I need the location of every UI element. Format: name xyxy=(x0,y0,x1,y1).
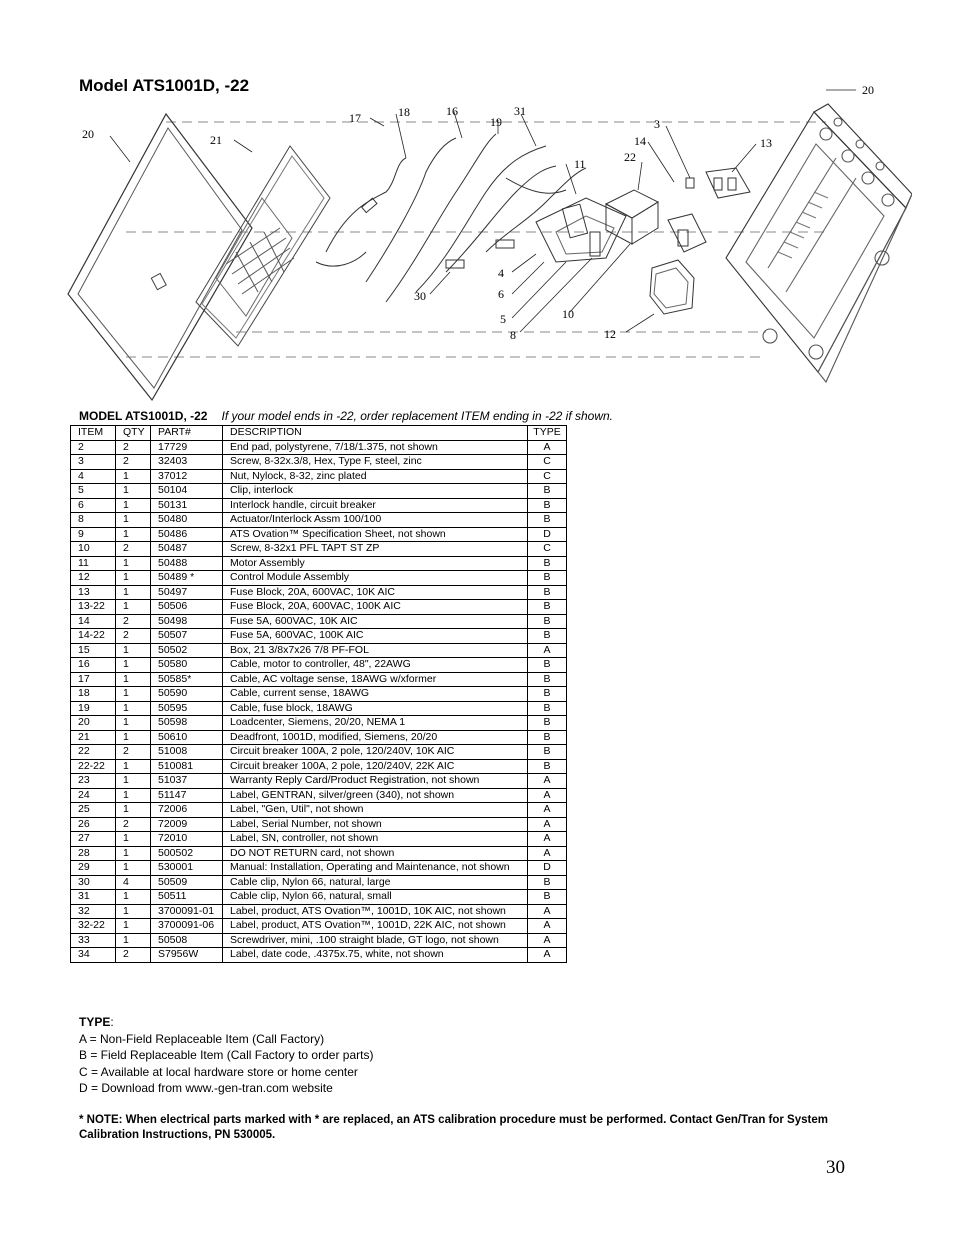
table-row xyxy=(71,890,567,905)
table-row xyxy=(71,629,567,644)
cell-description: Interlock handle, circuit breaker xyxy=(223,498,528,513)
cell-type: A xyxy=(528,803,567,818)
callout-3: 3 xyxy=(654,117,660,131)
cell-qty: 1 xyxy=(116,469,151,484)
cell-qty: 1 xyxy=(116,861,151,876)
table-row xyxy=(71,759,567,774)
table-row xyxy=(71,933,567,948)
cell-item: 34 xyxy=(71,948,116,963)
calibration-note: * NOTE: When electrical parts marked with * are replaced, an ATS calibration procedure must be performed. Contact Gen/Tran for System Calibration Instructions, PN 530005. xyxy=(79,1114,828,1141)
table-row xyxy=(71,527,567,542)
cell-item: 17 xyxy=(71,672,116,687)
col-header-item: ITEM xyxy=(71,426,116,441)
cell-description: Cable, fuse block, 18AWG xyxy=(223,701,528,716)
cell-item: 23 xyxy=(71,774,116,789)
cell-qty: 2 xyxy=(116,745,151,760)
cell-part: 50610 xyxy=(151,730,223,745)
cell-description: Cable clip, Nylon 66, natural, small xyxy=(223,890,528,905)
cell-description: Circuit breaker 100A, 2 pole, 120/240V, 22K AIC xyxy=(223,759,528,774)
exploded-parts-diagram xyxy=(66,82,912,402)
cell-description: Label, "Gen, Util", not shown xyxy=(223,803,528,818)
cell-item: 12 xyxy=(71,571,116,586)
cell-type: B xyxy=(528,716,567,731)
table-row xyxy=(71,701,567,716)
table-row xyxy=(71,469,567,484)
callout-31: 31 xyxy=(514,104,526,118)
table-row xyxy=(71,484,567,499)
cell-type: D xyxy=(528,527,567,542)
cell-description: Label, Serial Number, not shown xyxy=(223,817,528,832)
cell-item: 29 xyxy=(71,861,116,876)
cell-type: B xyxy=(528,484,567,499)
table-row xyxy=(71,875,567,890)
parts-table xyxy=(70,425,567,963)
cell-type: C xyxy=(528,542,567,557)
cell-item: 14-22 xyxy=(71,629,116,644)
table-row xyxy=(71,440,567,455)
table-row xyxy=(71,919,567,934)
cell-item: 13 xyxy=(71,585,116,600)
enclosure-box-drawing xyxy=(726,104,912,382)
cell-type: A xyxy=(528,643,567,658)
cell-part: 50585* xyxy=(151,672,223,687)
cell-qty: 1 xyxy=(116,846,151,861)
table-order-note: If your model ends in -22, order replacement ITEM ending in -22 if shown. xyxy=(221,409,614,423)
table-row xyxy=(71,904,567,919)
cell-type: B xyxy=(528,875,567,890)
cell-qty: 1 xyxy=(116,658,151,673)
cell-description: End pad, polystyrene, 7/18/1.375, not shown xyxy=(223,440,528,455)
cell-part: 50489 * xyxy=(151,571,223,586)
cell-type: B xyxy=(528,585,567,600)
cell-qty: 1 xyxy=(116,774,151,789)
cell-qty: 2 xyxy=(116,542,151,557)
cell-qty: 2 xyxy=(116,629,151,644)
cell-description: Fuse 5A, 600VAC, 10K AIC xyxy=(223,614,528,629)
cell-description: Manual: Installation, Operating and Maintenance, not shown xyxy=(223,861,528,876)
cell-item: 10 xyxy=(71,542,116,557)
cell-type: B xyxy=(528,672,567,687)
cell-description: ATS Ovation™ Specification Sheet, not shown xyxy=(223,527,528,542)
table-row xyxy=(71,672,567,687)
cell-type: B xyxy=(528,658,567,673)
cell-part: 50590 xyxy=(151,687,223,702)
cell-part: 50511 xyxy=(151,890,223,905)
cell-item: 9 xyxy=(71,527,116,542)
parts-table-body xyxy=(71,440,567,962)
cell-description: Control Module Assembly xyxy=(223,571,528,586)
cell-item: 8 xyxy=(71,513,116,528)
table-row xyxy=(71,556,567,571)
callout-19: 19 xyxy=(490,115,502,129)
cell-part: 3700091-01 xyxy=(151,904,223,919)
cell-qty: 2 xyxy=(116,440,151,455)
type-legend xyxy=(79,1014,373,1097)
cell-description: Fuse 5A, 600VAC, 100K AIC xyxy=(223,629,528,644)
cell-description: Label, product, ATS Ovation™, 1001D, 22K AIC, not shown xyxy=(223,919,528,934)
cell-qty: 1 xyxy=(116,556,151,571)
callout-17: 17 xyxy=(349,111,361,125)
cell-item: 22 xyxy=(71,745,116,760)
legend-heading: TYPE xyxy=(79,1015,111,1029)
cell-qty: 2 xyxy=(116,614,151,629)
cell-item: 32-22 xyxy=(71,919,116,934)
cell-part: 51008 xyxy=(151,745,223,760)
legend-item-a: A = Non-Field Replaceable Item (Call Factory) xyxy=(79,1031,325,1046)
callout-18: 18 xyxy=(398,105,410,119)
cell-qty: 1 xyxy=(116,513,151,528)
callout-16: 16 xyxy=(446,104,458,118)
cell-part: S7956W xyxy=(151,948,223,963)
cell-qty: 1 xyxy=(116,904,151,919)
cell-description: DO NOT RETURN card, not shown xyxy=(223,846,528,861)
cell-type: B xyxy=(528,513,567,528)
cell-type: A xyxy=(528,832,567,847)
cell-description: Deadfront, 1001D, modified, Siemens, 20/20 xyxy=(223,730,528,745)
cell-item: 14 xyxy=(71,614,116,629)
cell-type: B xyxy=(528,498,567,513)
col-header-part: PART# xyxy=(151,426,223,441)
cell-description: Screwdriver, mini, .100 straight blade, GT logo, not shown xyxy=(223,933,528,948)
cell-part: 50498 xyxy=(151,614,223,629)
cell-type: B xyxy=(528,687,567,702)
cell-type: A xyxy=(528,440,567,455)
cell-qty: 1 xyxy=(116,919,151,934)
table-row xyxy=(71,687,567,702)
table-caption xyxy=(79,409,613,423)
cell-type: A xyxy=(528,846,567,861)
callout-6: 6 xyxy=(498,287,504,301)
cell-item: 22-22 xyxy=(71,759,116,774)
cell-part: 50506 xyxy=(151,600,223,615)
cell-description: Box, 21 3/8x7x26 7/8 PF-FOL xyxy=(223,643,528,658)
cell-part: 50595 xyxy=(151,701,223,716)
cell-description: Cable, current sense, 18AWG xyxy=(223,687,528,702)
cell-item: 33 xyxy=(71,933,116,948)
callout-8: 8 xyxy=(510,328,516,342)
cell-description: Screw, 8-32x1 PFL TAPT ST ZP xyxy=(223,542,528,557)
cell-description: Screw, 8-32x.3/8, Hex, Type F, steel, zinc xyxy=(223,455,528,470)
cell-qty: 1 xyxy=(116,890,151,905)
cell-part: 17729 xyxy=(151,440,223,455)
cell-part: 530001 xyxy=(151,861,223,876)
page-number: 30 xyxy=(826,1157,845,1178)
cell-qty: 1 xyxy=(116,933,151,948)
callout-20-left: 20 xyxy=(82,127,94,141)
table-row xyxy=(71,817,567,832)
cell-qty: 4 xyxy=(116,875,151,890)
cell-type: B xyxy=(528,730,567,745)
cell-item: 4 xyxy=(71,469,116,484)
callout-30: 30 xyxy=(414,289,426,303)
cell-item: 11 xyxy=(71,556,116,571)
cell-description: Circuit breaker 100A, 2 pole, 120/240V, 10K AIC xyxy=(223,745,528,760)
table-row xyxy=(71,585,567,600)
table-header-row xyxy=(71,426,567,441)
table-row xyxy=(71,832,567,847)
cell-type: A xyxy=(528,788,567,803)
cell-part: 50508 xyxy=(151,933,223,948)
cell-part: 72010 xyxy=(151,832,223,847)
table-row xyxy=(71,600,567,615)
cell-type: B xyxy=(528,614,567,629)
legend-item-b: B = Field Replaceable Item (Call Factory to order parts) xyxy=(79,1048,374,1062)
cell-item: 3 xyxy=(71,455,116,470)
cell-part: 50502 xyxy=(151,643,223,658)
table-row xyxy=(71,774,567,789)
table-row xyxy=(71,803,567,818)
cell-qty: 1 xyxy=(116,571,151,586)
table-row xyxy=(71,513,567,528)
cell-part: 72006 xyxy=(151,803,223,818)
cell-qty: 1 xyxy=(116,643,151,658)
cell-qty: 1 xyxy=(116,730,151,745)
table-row xyxy=(71,948,567,963)
callout-12: 12 xyxy=(604,327,616,341)
cell-item: 13-22 xyxy=(71,600,116,615)
cell-item: 27 xyxy=(71,832,116,847)
cell-description: Label, GENTRAN, silver/green (340), not shown xyxy=(223,788,528,803)
cell-description: Nut, Nylock, 8-32, zinc plated xyxy=(223,469,528,484)
cell-part: 50131 xyxy=(151,498,223,513)
callout-13: 13 xyxy=(760,136,772,150)
cell-description: Fuse Block, 20A, 600VAC, 100K AIC xyxy=(223,600,528,615)
callout-14: 14 xyxy=(634,134,646,148)
callout-5: 5 xyxy=(500,312,506,326)
cell-item: 5 xyxy=(71,484,116,499)
cell-description: Cable clip, Nylon 66, natural, large xyxy=(223,875,528,890)
cell-type: D xyxy=(528,861,567,876)
cell-description: Clip, interlock xyxy=(223,484,528,499)
table-row xyxy=(71,571,567,586)
cell-type: B xyxy=(528,629,567,644)
cell-qty: 1 xyxy=(116,687,151,702)
cell-part: 50580 xyxy=(151,658,223,673)
page-title: Model ATS1001D, -22 xyxy=(79,76,250,95)
cell-part: 50507 xyxy=(151,629,223,644)
cell-type: A xyxy=(528,774,567,789)
table-row xyxy=(71,846,567,861)
cell-item: 25 xyxy=(71,803,116,818)
cell-item: 20 xyxy=(71,716,116,731)
cell-qty: 1 xyxy=(116,672,151,687)
cell-part: 51037 xyxy=(151,774,223,789)
table-row xyxy=(71,861,567,876)
cell-qty: 2 xyxy=(116,817,151,832)
legend-item-c: C = Available at local hardware store or home center xyxy=(79,1064,358,1079)
cell-item: 21 xyxy=(71,730,116,745)
cell-item: 31 xyxy=(71,890,116,905)
callout-22: 22 xyxy=(624,150,636,164)
cell-qty: 1 xyxy=(116,759,151,774)
cell-type: B xyxy=(528,600,567,615)
cell-part: 50598 xyxy=(151,716,223,731)
table-row xyxy=(71,730,567,745)
cell-description: Label, product, ATS Ovation™, 1001D, 10K AIC, not shown xyxy=(223,904,528,919)
cell-part: 32403 xyxy=(151,455,223,470)
cell-qty: 1 xyxy=(116,803,151,818)
control-module-drawing xyxy=(650,260,694,314)
table-row xyxy=(71,788,567,803)
cell-type: B xyxy=(528,556,567,571)
cell-part: 50488 xyxy=(151,556,223,571)
circuit-breakers-drawing xyxy=(606,190,658,244)
cell-type: B xyxy=(528,701,567,716)
table-model-label: MODEL ATS1001D, -22 xyxy=(79,409,208,423)
table-row xyxy=(71,455,567,470)
cell-qty: 1 xyxy=(116,585,151,600)
cell-description: Label, SN, controller, not shown xyxy=(223,832,528,847)
cell-qty: 1 xyxy=(116,832,151,847)
cell-item: 19 xyxy=(71,701,116,716)
callout-4: 4 xyxy=(498,266,504,280)
deadfront-drawing xyxy=(196,146,330,346)
cell-qty: 2 xyxy=(116,948,151,963)
cell-part: 50104 xyxy=(151,484,223,499)
cell-description: Fuse Block, 20A, 600VAC, 10K AIC xyxy=(223,585,528,600)
callout-21: 21 xyxy=(210,133,222,147)
legend-colon: : xyxy=(110,1015,114,1029)
cell-part: 500502 xyxy=(151,846,223,861)
cell-item: 16 xyxy=(71,658,116,673)
cell-qty: 1 xyxy=(116,701,151,716)
cell-part: 51147 xyxy=(151,788,223,803)
cell-type: B xyxy=(528,571,567,586)
cell-type: B xyxy=(528,759,567,774)
table-row xyxy=(71,614,567,629)
cell-qty: 1 xyxy=(116,527,151,542)
cell-type: C xyxy=(528,469,567,484)
table-row xyxy=(71,658,567,673)
cell-part: 50486 xyxy=(151,527,223,542)
cell-qty: 1 xyxy=(116,498,151,513)
cell-description: Loadcenter, Siemens, 20/20, NEMA 1 xyxy=(223,716,528,731)
table-row xyxy=(71,745,567,760)
col-header-qty: QTY xyxy=(116,426,151,441)
cell-type: B xyxy=(528,890,567,905)
table-row xyxy=(71,716,567,731)
cell-qty: 1 xyxy=(116,788,151,803)
col-header-type: TYPE xyxy=(528,426,567,441)
cell-part: 72009 xyxy=(151,817,223,832)
cell-part: 50497 xyxy=(151,585,223,600)
cell-item: 28 xyxy=(71,846,116,861)
cell-item: 30 xyxy=(71,875,116,890)
cell-type: A xyxy=(528,919,567,934)
cell-type: A xyxy=(528,933,567,948)
col-header-description: DESCRIPTION xyxy=(223,426,528,441)
cell-type: B xyxy=(528,745,567,760)
cell-item: 15 xyxy=(71,643,116,658)
cable-harness-drawing xyxy=(316,134,586,302)
callout-10: 10 xyxy=(562,307,574,321)
cell-item: 24 xyxy=(71,788,116,803)
callout-20-right: 20 xyxy=(862,83,874,97)
cell-part: 50509 xyxy=(151,875,223,890)
cell-qty: 1 xyxy=(116,716,151,731)
cell-item: 32 xyxy=(71,904,116,919)
cell-type: A xyxy=(528,817,567,832)
cell-part: 50480 xyxy=(151,513,223,528)
table-row xyxy=(71,542,567,557)
cell-description: Actuator/Interlock Assm 100/100 xyxy=(223,513,528,528)
cell-item: 2 xyxy=(71,440,116,455)
cell-qty: 2 xyxy=(116,455,151,470)
callout-11: 11 xyxy=(574,157,586,171)
cell-description: Label, date code, .4375x.75, white, not shown xyxy=(223,948,528,963)
cell-description: Motor Assembly xyxy=(223,556,528,571)
cell-description: Cable, motor to controller, 48", 22AWG xyxy=(223,658,528,673)
cell-part: 3700091-06 xyxy=(151,919,223,934)
legend-item-d: D = Download from www.-gen-tran.com website xyxy=(79,1081,333,1095)
cell-type: A xyxy=(528,904,567,919)
cell-item: 6 xyxy=(71,498,116,513)
cell-type: A xyxy=(528,948,567,963)
cell-qty: 1 xyxy=(116,600,151,615)
cell-part: 37012 xyxy=(151,469,223,484)
table-row xyxy=(71,498,567,513)
cell-qty: 1 xyxy=(116,484,151,499)
cell-part: 50487 xyxy=(151,542,223,557)
cell-part: 510081 xyxy=(151,759,223,774)
cell-item: 18 xyxy=(71,687,116,702)
cell-description: Cable, AC voltage sense, 18AWG w/xformer xyxy=(223,672,528,687)
cell-description: Warranty Reply Card/Product Registration, not shown xyxy=(223,774,528,789)
table-row xyxy=(71,643,567,658)
cell-item: 26 xyxy=(71,817,116,832)
cell-type: C xyxy=(528,455,567,470)
